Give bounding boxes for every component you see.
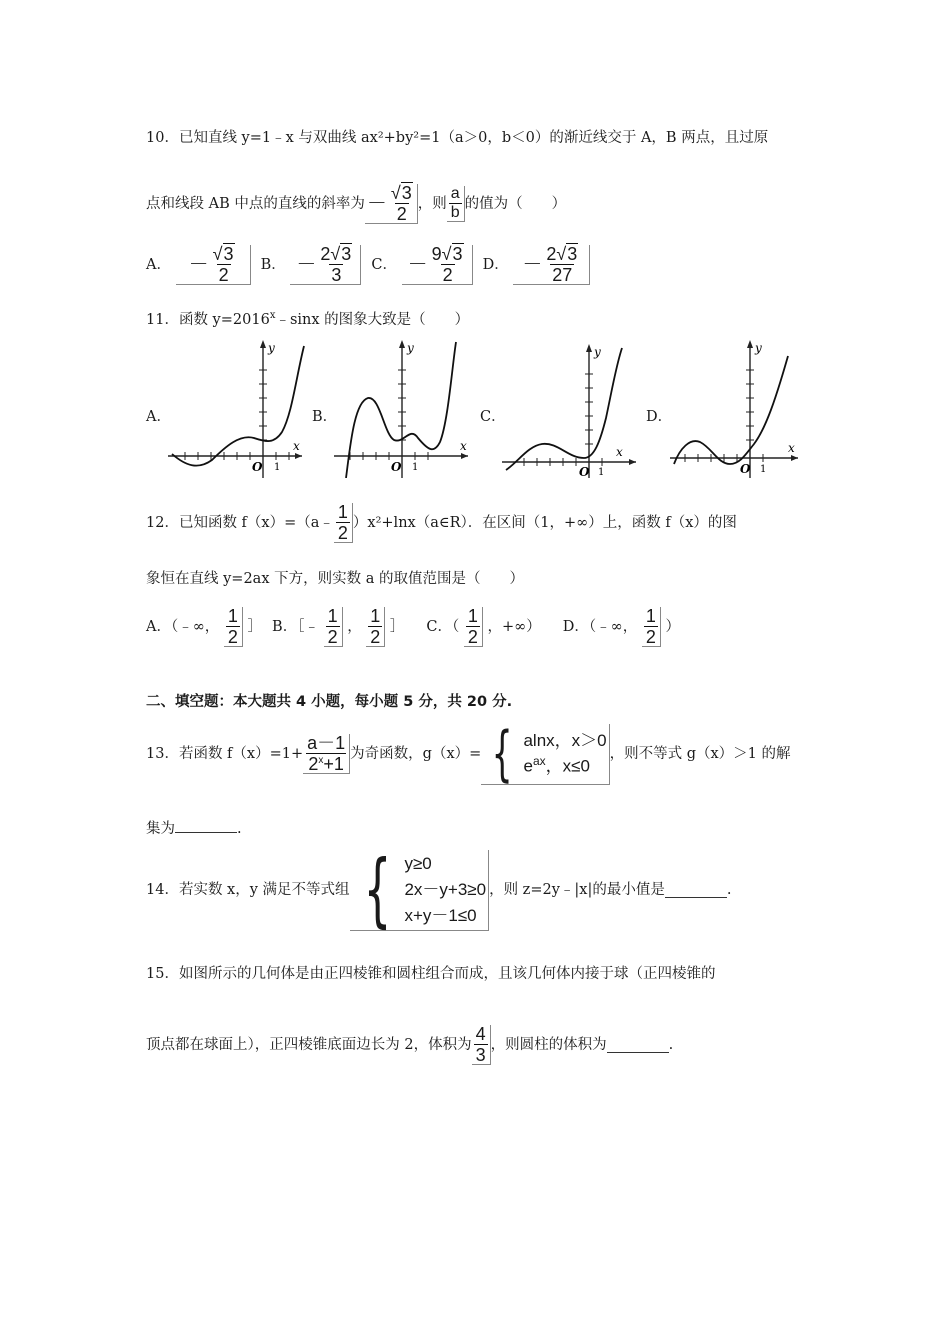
q12-options [146,604,690,650]
q14-system: { y≥0 2x－y+3≥0 x+y－1≤0 [350,850,490,931]
q11-c-x-label: x [616,445,623,459]
q11-c-unit: 1 [598,467,605,478]
q11-a-y-label: y [268,341,275,355]
q11-graph-a [168,338,306,478]
q14-line: 14．若实数 x，y 满足不等式组 { y≥0 2x－y+3≥0 x+y－1≤0 ，则 z=2y﹣|x|的最小值是 . [146,842,732,936]
q10-ab-num: a [450,185,460,202]
q11-c-origin: O [579,465,590,478]
q10-ab-den: b [450,204,460,221]
q10-option-a: A． － $\frac{√3}{2}$ [146,245,251,285]
q11-b-x-label: x [460,439,467,453]
q10-line2-pre: 点和线段 AB 中点的直线的斜率为 [146,196,365,212]
q10-slope-neg: － [366,192,387,215]
q11-a-x-label: x [293,439,300,453]
q11-a-origin: O [252,460,263,474]
q13-case2: $e^{ax}$，x≤0 [523,753,590,776]
q15-volume-fraction: $\frac{4}{3}$ [472,1025,491,1065]
q10-option-d: D． － $\frac{2√3}{27}$ [483,245,591,285]
q13-case1: alnx，x＞0 [523,730,607,750]
q12-line1: 12．已知函数 f（x）=（a﹣ $\frac{1}{2}$ ）x²+lnx（a∈R）．在区间（1，+∞）上，函数 f（x）的图 [146,502,737,543]
q14-answer-blank[interactable] [665,883,727,898]
q11-stem: 11．函数 $y=2016^x﹣\sin x$ 的图象大致是（ ） [146,310,470,328]
q11-graph-d [670,338,808,478]
q11-c-y-label: y [594,345,601,359]
q15-line1: 15．如图所示的几何体是由正四棱锥和圆柱组合而成，且该几何体内接于球（正四棱锥的 [146,966,716,982]
section2-title: 二、填空题：本大题共 4 小题，每小题 5 分，共 20 分. [146,694,513,710]
q12-half-fraction: $\frac{1}{2}$ [334,503,353,543]
q10-option-c: C． － $\frac{9√3}{2}$ [371,245,472,285]
q14-case2: 2x－y+3≥0 [404,879,487,899]
q14-case1: y≥0 [404,853,432,873]
q11-graph-c [502,338,640,478]
q10-slope-fraction [365,184,418,224]
q10-line1: 10．已知直线 y=1﹣x 与双曲线 ax²+by²=1（a＞0，b＜0）的渐近线交于 A，B 两点，且过原 [146,130,769,146]
q10-slope-num: 3 [401,183,412,203]
q14-case3: x+y－1≤0 [404,905,477,925]
q11-b-origin: O [391,460,402,474]
q13-line2: 集为 . [146,818,242,839]
q13-answer-blank[interactable] [175,818,237,833]
q11-b-unit: 1 [412,462,419,473]
q10-slope-den: 2 [396,204,407,224]
q11-label-a: A． [146,409,171,425]
q13-piecewise: { alnx，x＞0 $e^{ax}$，x≤0 [481,724,609,785]
q10-option-b: B． － $\frac{2√3}{3}$ [261,245,362,285]
q10-line2-post: 的值为（ ） [464,196,567,212]
q11-label-b: B． [312,409,338,425]
q12-option-b: B．［﹣ $\frac{1}{2}$ ， $\frac{1}{2}$ ］ [272,606,405,647]
q10-options [146,242,600,288]
q11-b-y-label: y [407,341,414,355]
q13-line1: 13．若函数 f（x）=1+ $\frac{a-1}{2^x+1}$ 为奇函数，g（x）= { alnx，x＞0 $e^{ax}$，x≤0 ，则不等式 g（x）＞1 的解 [146,718,791,789]
q10-line2 [146,182,566,226]
q15-line2: 顶点都在球面上），正四棱锥底面边长为 2，体积为 $\frac{4}{3}$ ，则圆柱的体积为 . [146,1024,674,1065]
q11-a-unit: 1 [274,462,281,473]
q11-label-d: D． [646,409,673,425]
q12-option-c: C．（ $\frac{1}{2}$ ，+∞） [426,606,541,647]
q11-label-c: C． [480,409,506,425]
q11-graph-b [334,338,472,478]
q13-fraction: $\frac{a-1}{2^x+1}$ [303,734,350,774]
q10-slope-frac: $\frac{√3}{2}$ [390,183,412,224]
q11-d-y-label: y [755,341,762,355]
q12-option-a: A．（﹣∞， $\frac{1}{2}$ ］ [146,606,263,647]
q11-d-x-label: x [788,441,795,455]
q11-d-origin: O [740,462,751,476]
q10-line2-mid: ，则 [417,196,447,212]
q10-ab-fraction [447,186,465,222]
q15-answer-blank[interactable] [607,1038,669,1053]
q11-d-unit: 1 [760,464,767,475]
q12-line2: 象恒在直线 y=2ax 下方，则实数 a 的取值范围是（ ） [146,571,524,587]
q12-option-d: D．（﹣∞， $\frac{1}{2}$ ） [562,606,680,647]
